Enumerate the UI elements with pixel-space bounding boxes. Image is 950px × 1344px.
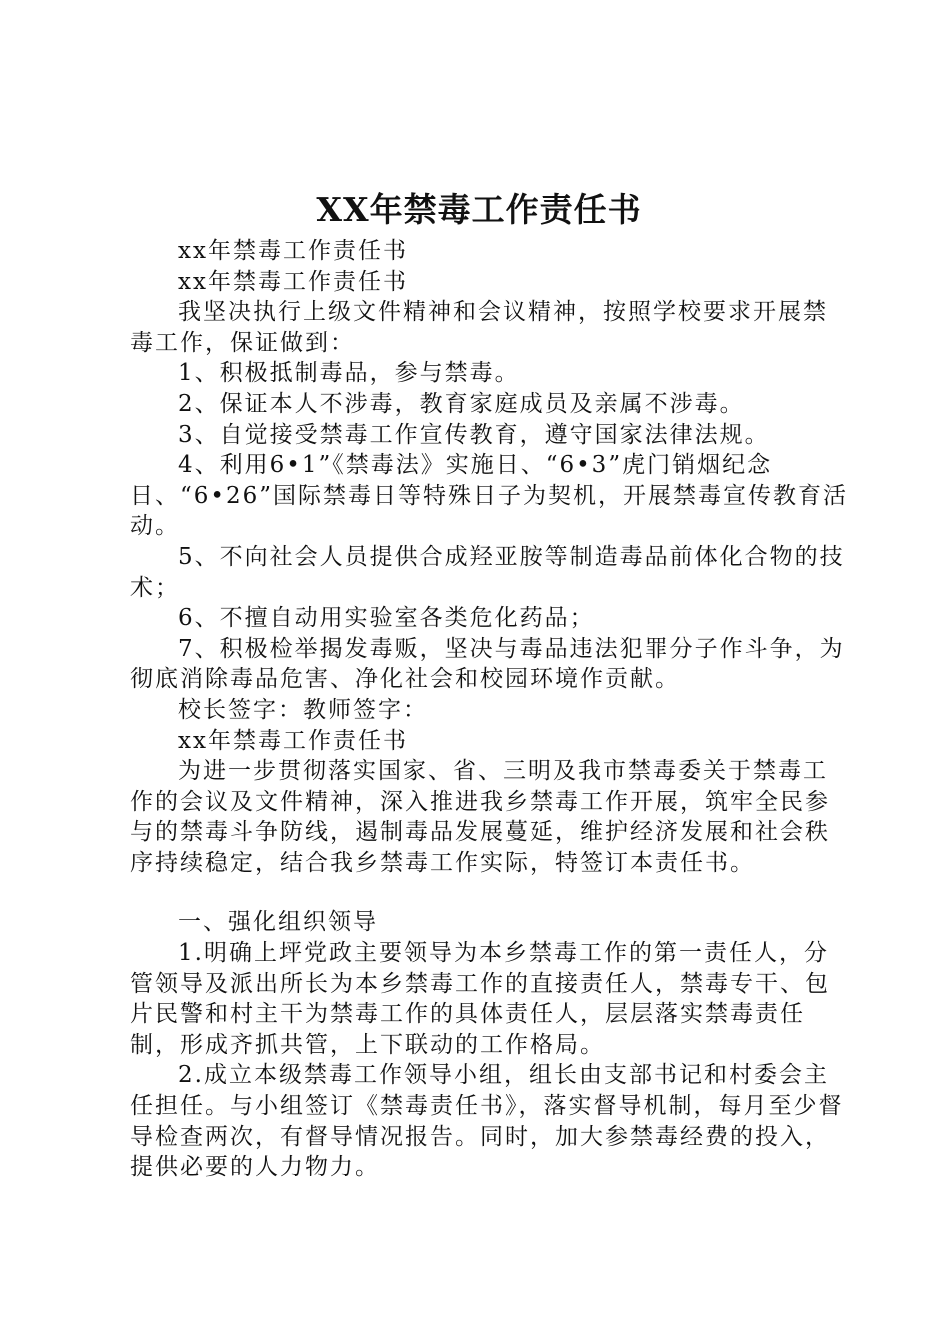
paragraph: 1.明确上坪党政主要领导为本乡禁毒工作的第一责任人，分管领导及派出所长为本乡禁毒工作的直接责任人，禁毒专干、包片民警和村主干为禁毒工作的具体责任人，层层落实禁毒责任制，形成齐抓共管，上下联动的工作格局。	[130, 940, 830, 1058]
list-item: 5、不向社会人员提供合成羟亚胺等制造毒品前体化合物的技术；	[130, 543, 845, 601]
list-item: 2、保证本人不涉毒，教育家庭成员及亲属不涉毒。	[178, 390, 745, 417]
signature-line: 校长签字：教师签字：	[178, 696, 428, 723]
document-body	[130, 236, 850, 1183]
list-item: 7、积极检举揭发毒贩，坚决与毒品违法犯罪分子作斗争，为彻底消除毒品危害、净化社会和校园环境作贡献。	[130, 635, 845, 693]
list-item: 4、利用6•1”《禁毒法》实施日、“6•3”虎门销烟纪念日、“6•26”国际禁毒日等特殊日子为契机，开展禁毒宣传教育活动。	[130, 452, 848, 540]
document-title: XX年禁毒工作责任书	[316, 190, 642, 229]
paragraph-spacer	[130, 878, 850, 907]
paragraph: xx年禁毒工作责任书	[178, 238, 408, 264]
paragraph: 我坚决执行上级文件精神和会议精神，按照学校要求开展禁毒工作，保证做到：	[130, 299, 828, 356]
section-heading: 一、强化组织领导	[178, 909, 378, 936]
list-item: 1、积极抵制毒品，参与禁毒。	[178, 360, 520, 387]
paragraph: xx年禁毒工作责任书	[178, 268, 408, 295]
list-item: 3、自觉接受禁毒工作宣传教育，遵守国家法律法规。	[178, 421, 770, 448]
list-item: 6、不擅自动用实验室各类危化药品；	[178, 605, 595, 632]
paragraph: 2.成立本级禁毒工作领导小组，组长由支部书记和村委会主任担任。与小组签订《禁毒责任书》，落实督导机制，每月至少督导检查两次，有督导情况报告。同时，加大参禁毒经费的投入，提供必要的人力物力。	[130, 1062, 844, 1181]
paragraph: 为进一步贯彻落实国家、省、三明及我市禁毒委关于禁毒工作的会议及文件精神，深入推进我乡禁毒工作开展，筑牢全民参与的禁毒斗争防线，遏制毒品发展蔓延，维护经济发展和社会秩序持续稳定，结合我乡禁毒工作实际，特签订本责任书。	[130, 758, 830, 876]
paragraph: xx年禁毒工作责任书	[178, 727, 408, 754]
